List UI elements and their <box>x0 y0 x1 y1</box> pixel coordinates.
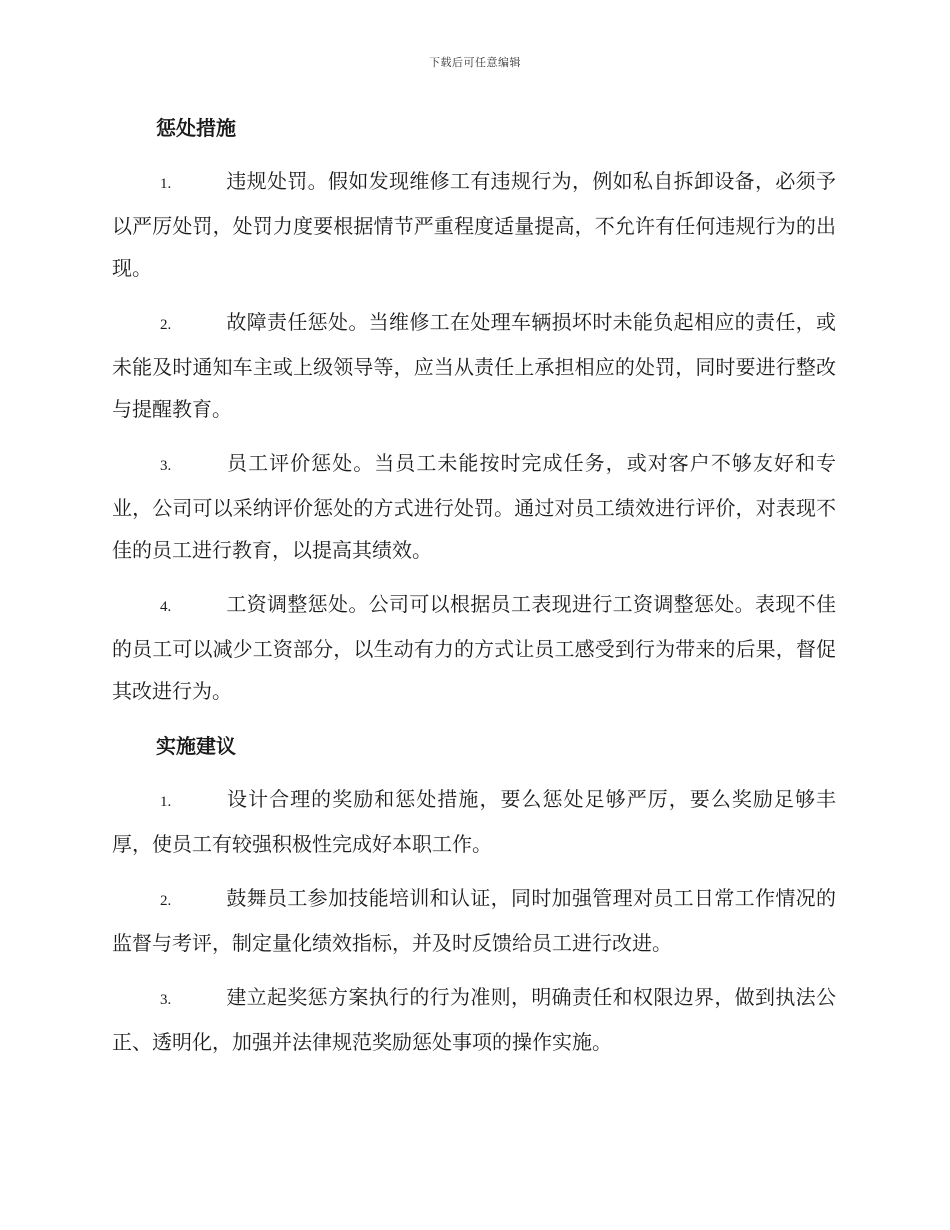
list-item-text: 设计合理的奖励和惩处措施，要么惩处足够严厉，要么奖励足够丰厚，使员工有较强积极性完成好本职工作。 <box>112 787 836 856</box>
list-item-text: 建立起奖惩方案执行的行为准则，明确责任和权限边界，做到执法公正、透明化，加强并法律规范奖励惩处事项的操作实施。 <box>112 985 836 1054</box>
list-item <box>112 160 836 289</box>
section-heading: 惩处措施 <box>156 116 236 140</box>
section-heading: 实施建议 <box>156 734 236 758</box>
list-item <box>112 583 836 712</box>
list-item <box>112 301 836 430</box>
list-item <box>112 778 836 865</box>
list-item-text: 故障责任惩处。当维修工在处理车辆损坏时未能负起相应的责任，或未能及时通知车主或上级领导等，应当从责任上承担相应的处罚，同时要进行整改与提醒教育。 <box>112 310 836 421</box>
section-implementation-suggestions <box>112 726 836 1063</box>
list-item-number: 1. <box>160 794 172 810</box>
list-item-text: 违规处罚。假如发现维修工有违规行为，例如私自拆卸设备，必须予以严厉处罚，处罚力度要根据情节严重程度适量提高，不允许有任何违规行为的出现。 <box>112 169 836 280</box>
list-item <box>112 877 836 964</box>
list-item-number: 3. <box>160 992 172 1008</box>
list-item-text: 工资调整惩处。公司可以根据员工表现进行工资调整惩处。表现不佳的员工可以减少工资部分，以生动有力的方式让员工感受到行为带来的后果，督促其改进行为。 <box>112 592 836 703</box>
list-item-text: 鼓舞员工参加技能培训和认证，同时加强管理对员工日常工作情况的监督与考评，制定量化绩效指标，并及时反馈给员工进行改进。 <box>112 886 836 955</box>
list-item-number: 1. <box>160 176 172 192</box>
list-item <box>112 442 836 571</box>
list-item-number: 4. <box>160 599 172 615</box>
list-item-number: 2. <box>160 317 172 333</box>
section-penalty-measures <box>112 108 836 712</box>
list-item <box>112 976 836 1063</box>
list-item-text: 员工评价惩处。当员工未能按时完成任务，或对客户不够友好和专业，公司可以采纳评价惩处的方式进行处罚。通过对员工绩效进行评价，对表现不佳的员工进行教育，以提高其绩效。 <box>112 451 836 562</box>
list-item-number: 3. <box>160 458 172 474</box>
document-body <box>112 108 836 1069</box>
list-item-number: 2. <box>160 893 172 909</box>
page-header-note: 下载后可任意编辑 <box>429 56 521 69</box>
